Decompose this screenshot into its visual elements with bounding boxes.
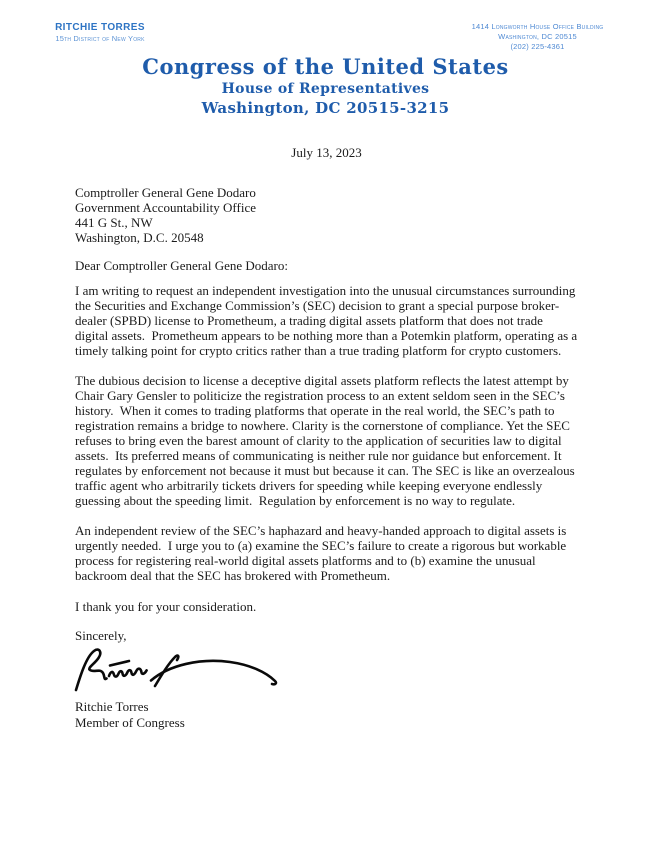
office-address-block: [450, 22, 625, 51]
sender-block: [30, 22, 170, 43]
masthead-congress-line: Congress of the United States: [142, 54, 509, 79]
signature-title: Member of Congress: [75, 714, 185, 730]
masthead: [0, 54, 651, 118]
office-address-line1: 1414 Longworth House Office Building: [471, 22, 604, 31]
closing-line: Sincerely,: [75, 628, 127, 643]
body-paragraph-1: I am writing to request an independent investigation into the unusual circumstances surrounding the Securities and Exchange Commission’s (SEC) decision to grant a special purpose broker-dealer (SPBD) license to Prometheum, a trading digital assets platform that does not trade digital assets. Prometheum appears to be nothing more than a Potemkin platform, operating as a timely talking point for crypto critics rather than a true trading platform for crypto customers.: [75, 283, 581, 358]
recipient-line: Comptroller General Gene Dodaro: [75, 185, 256, 200]
body-paragraph-2: The dubious decision to license a deceptive digital assets platform reflects the latest attempt by Chair Gary Gensler to politicize the registration process to an extent seldom seen in the SEC’s history. When it comes to trading platforms that operate in the real world, the SEC’s path to registration remains a bridge to nowhere. Clarity is the cornerstone of compliance. Yet the SEC refuses to bring even the barest amount of clarity to the application of securities law to digital assets. Its preferred means of communicating is neither rule nor guidance but enforcement. It regulates by enforcement not because it must but because it can. The SEC is like an overzealous traffic agent who arbitrarily tickets drivers for speeding while keeping everyone endlessly guessing about the speeding limit. Regulation by enforcement is no way to regulate.: [75, 373, 578, 508]
letter-body: [75, 145, 581, 730]
recipient-line: Government Accountability Office: [75, 200, 256, 215]
signature-name: Ritchie Torres: [75, 699, 149, 714]
signature-icon: [69, 645, 281, 695]
masthead-washington-line: Washington, DC 20515-3215: [201, 99, 450, 117]
recipient-line: 441 G St., NW: [75, 215, 153, 230]
office-phone: (202) 225-4361: [510, 41, 565, 51]
recipient-line: Washington, D.C. 20548: [75, 230, 204, 245]
sender-district: 15th District of New York: [55, 33, 145, 43]
sender-name: RITCHIE TORRES: [55, 22, 145, 33]
masthead-house-line: House of Representatives: [221, 81, 430, 97]
letter-date: July 13, 2023: [291, 145, 362, 160]
recipient-address-block: [75, 185, 578, 245]
office-address-line2: Washington, DC 20515: [498, 31, 577, 41]
body-paragraph-3: An independent review of the SEC’s haphazard and heavy-handed approach to digital assets is urgently needed. I urge you to (a) examine the SEC’s failure to create a rigorous but workable process for registering real-world digital assets platforms and to (b) examine the unusual backroom deal that the SEC has brokered with Prometheum.: [75, 523, 570, 583]
salutation: Dear Comptroller General Gene Dodaro:: [75, 258, 288, 273]
thanks-line: I thank you for your consideration.: [75, 599, 257, 614]
